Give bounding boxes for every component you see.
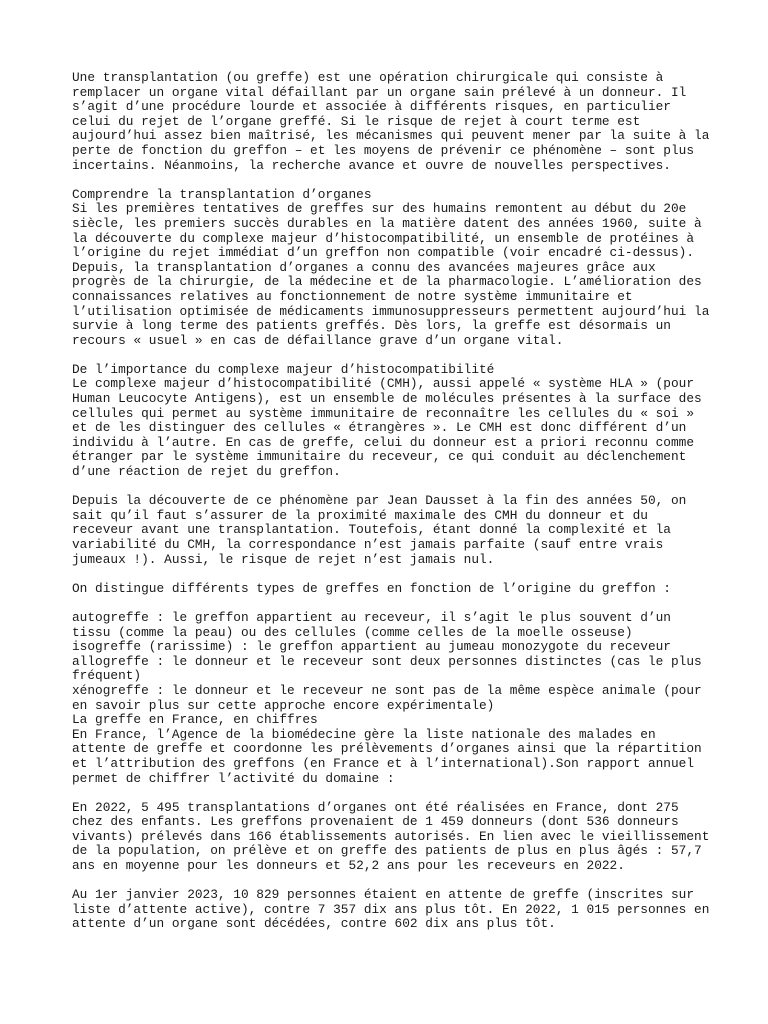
text-line: siècle, les premiers succès durables en la matière datent des années 1960, suite à (72, 215, 702, 231)
text-line: s’agit d’une procédure lourde et associée à différents risques, en particulier (72, 99, 671, 115)
text-line: en savoir plus sur cette approche encore expérimentale) (72, 697, 495, 713)
paragraph-gap (72, 786, 712, 801)
paragraph-gap (72, 596, 712, 611)
text-line: vivants) prélevés dans 166 établissements autorisés. En lien avec le vieillissement (72, 828, 710, 844)
paragraph (72, 188, 712, 349)
text-line: Une transplantation (ou greffe) est une opération chirurgicale qui consiste à (72, 70, 664, 85)
text-line: ans en moyenne pour les donneurs et 52,2 ans pour les receveurs en 2022. (72, 858, 625, 874)
text-line: celui du rejet de l’organe greffé. Si le risque de rejet à court terme est (72, 113, 641, 129)
text-line: La greffe en France, en chiffres (72, 712, 318, 728)
text-line: l’utilisation optimisée de médicaments immunosuppresseurs permettent aujourd’hui la (72, 303, 710, 319)
text-line: variabilité du CMH, la correspondance n’est jamais parfaite (sauf entre vrais (72, 537, 664, 552)
text-line: remplacer un organe vital défaillant par un organe sain prélevé à un donneur. Il (72, 84, 687, 100)
text-line: Au 1er janvier 2023, 10 829 personnes étaient en attente de greffe (inscrites sur (72, 887, 695, 903)
paragraph (72, 888, 712, 932)
paragraph-gap (72, 874, 712, 889)
paragraph (72, 71, 712, 173)
text-line: perte de fonction du greffon – et les moyens de prévenir ce phénomène – sont plus (72, 142, 695, 158)
paragraph (72, 582, 712, 597)
text-line: incertains. Néanmoins, la recherche avance et ouvre de nouvelles perspectives. (72, 157, 671, 173)
text-line: d’une réaction de rejet du greffon. (72, 464, 341, 480)
text-line: xénogreffe : le donneur et le receveur ne sont pas de la même espèce animale (pour (72, 682, 702, 698)
text-line: jumeaux !). Aussi, le risque de rejet n’est jamais nul. (72, 551, 495, 567)
text-line: allogreffe : le donneur et le receveur sont deux personnes distinctes (cas le plus (72, 653, 702, 669)
paragraph-gap (72, 173, 712, 188)
text-line: liste d’attente active), contre 7 357 dix ans plus tôt. En 2022, 1 015 personnes en (72, 901, 710, 917)
paragraph (72, 363, 712, 480)
text-line: Human Leucocyte Antigens), est un ensemble de molécules présentes à la surface des (72, 391, 702, 407)
text-line: survie à long terme des patients greffés. Dès lors, la greffe est désormais un (72, 318, 671, 334)
text-line: autogreffe : le greffon appartient au receveur, il s’agit le plus souvent d’un (72, 609, 671, 625)
text-line: Depuis, la transplantation d’organes a connu des avancées majeures grâce aux (72, 259, 656, 275)
text-line: sait qu’il faut s’assurer de la proximité maximale des CMH du donneur et du (72, 507, 648, 523)
text-line: cellules qui permet au système immunitaire de reconnaître les cellules du « soi » (72, 405, 695, 421)
text-line: isogreffe (rarissime) : le greffon appartient au jumeau monozygote du receveur (72, 639, 671, 655)
text-line: En 2022, 5 495 transplantations d’organes ont été réalisées en France, dont 275 (72, 799, 679, 815)
text-line: la découverte du complexe majeur d’histocompatibilité, un ensemble de protéines à (72, 230, 695, 246)
text-line: De l’importance du complexe majeur d’histocompatibilité (72, 361, 495, 377)
text-line: de la population, on prélève et on greffe des patients de plus en plus âgés : 57,7 (72, 843, 702, 859)
document-page (72, 71, 712, 932)
text-line: attente de greffe et coordonne les prélèvements d’organes ainsi que la répartition (72, 741, 702, 757)
text-line: receveur avant une transplantation. Toutefois, étant donné la complexité et la (72, 522, 671, 538)
text-line: progrès de la chirurgie, de la médecine et de la pharmacologie. L’amélioration des (72, 274, 702, 290)
text-line: En France, l’Agence de la biomédecine gère la liste nationale des malades en (72, 726, 656, 742)
text-line: Depuis la découverte de ce phénomène par Jean Dausset à la fin des années 50, on (72, 493, 687, 509)
text-line: fréquent) (72, 668, 142, 684)
text-line: aujourd’hui assez bien maîtrisé, les mécanismes qui peuvent mener par la suite à la (72, 128, 710, 144)
text-line: et l’attribution des greffons (en France et à l’international).Son rapport annuel (72, 755, 695, 771)
text-line: Comprendre la transplantation d’organes (72, 186, 372, 202)
text-line: Le complexe majeur d’histocompatibilité (CMH), aussi appelé « système HLA » (pour (72, 376, 695, 392)
text-line: et de les distinguer des cellules « étrangères ». Le CMH est donc différent d’un (72, 420, 687, 436)
paragraph-gap (72, 480, 712, 495)
paragraph-gap (72, 567, 712, 582)
text-line: recours « usuel » en cas de défaillance grave d’un organe vital. (72, 332, 564, 348)
text-line: chez des enfants. Les greffons provenaient de 1 459 donneurs (dont 536 donneurs (72, 814, 679, 830)
text-line: individu à l’autre. En cas de greffe, celui du donneur est a priori reconnu comme (72, 434, 695, 450)
text-line: étranger par le système immunitaire du receveur, ce qui conduit au déclenchement (72, 449, 687, 465)
paragraph-gap (72, 348, 712, 363)
text-line: On distingue différents types de greffes en fonction de l’origine du greffon : (72, 580, 671, 596)
paragraph (72, 611, 712, 786)
text-line: permet de chiffrer l’activité du domaine : (72, 770, 395, 786)
text-line: attente d’un organe sont décédées, contre 602 dix ans plus tôt. (72, 916, 556, 932)
text-line: connaissances relatives au fonctionnement de notre système immunitaire et (72, 288, 633, 304)
paragraph (72, 801, 712, 874)
paragraph (72, 494, 712, 567)
text-line: Si les premières tentatives de greffes sur des humains remontent au début du 20e (72, 201, 687, 217)
text-line: tissu (comme la peau) ou des cellules (comme celles de la moelle osseuse) (72, 624, 633, 640)
text-line: l’origine du rejet immédiat d’un greffon non compatible (voir encadré ci-dessus). (72, 245, 695, 261)
